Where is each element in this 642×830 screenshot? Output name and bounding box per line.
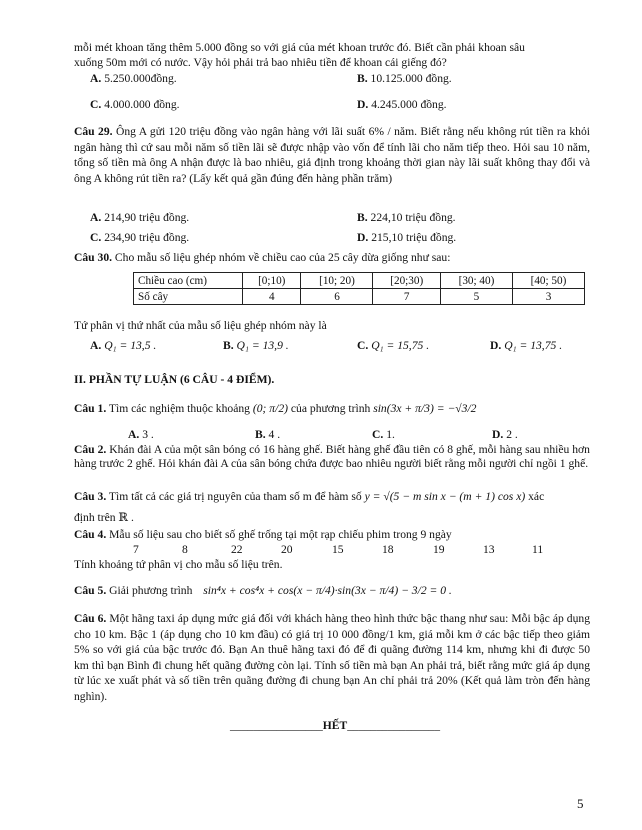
data-value: 11 — [532, 543, 544, 556]
table-cell: 6 — [301, 289, 373, 305]
question-30: Câu 30. Cho mẫu số liệu ghép nhóm về chiều cao của 25 cây dừa giống như sau: — [74, 251, 451, 264]
data-value: 20 — [281, 543, 293, 556]
c1-option-b: B. 4 . — [255, 428, 281, 441]
data-value: 18 — [382, 543, 394, 556]
table-cell: [0;10) — [243, 273, 301, 289]
table-cell: 4 — [243, 289, 301, 305]
essay-question-3-line-2: định trên ℝ . — [74, 511, 134, 524]
c1-option-c: C. 1. — [372, 428, 395, 441]
intro-line-1: mỗi mét khoan tăng thêm 5.000 đồng so với giá của mét khoan trước đó. Biết cần phải khoan sâu — [74, 41, 525, 54]
essay-question-4: Câu 4. Mẫu số liệu sau cho biết số ghế trống tại một rạp chiếu phim trong 9 ngày — [74, 528, 452, 541]
q29-option-a: A. 214,90 triệu đồng. — [90, 211, 190, 224]
q30-data-table — [133, 272, 585, 305]
intro-option-d: D. 4.245.000 đồng. — [357, 98, 447, 111]
part-2-title: II. PHẦN TỰ LUẬN (6 CÂU - 4 ĐIỂM). — [74, 373, 275, 386]
c4-question: Tính khoảng tứ phân vị cho mẫu số liệu trên. — [74, 558, 283, 571]
end-marker: ________________HẾT________________ — [230, 719, 440, 732]
essay-question-3: Câu 3. Tìm tất cả các giá trị nguyên của tham số m để hàm số y = √(5 − m sin x − (m + 1) cos x) xác — [74, 490, 545, 503]
data-value: 15 — [332, 543, 344, 556]
data-value: 13 — [483, 543, 495, 556]
q30-option-d: D. Q₁ = 13,75 . — [490, 339, 563, 352]
function-formula: y = √(5 − m sin x − (m + 1) cos x) — [364, 490, 526, 503]
intro-option-c: C. 4.000.000 đồng. — [90, 98, 180, 111]
table-cell: 3 — [512, 289, 584, 305]
essay-question-6: Câu 6. Một hãng taxi áp dụng mức giá đối với khách hàng theo hình thức bậc thang như sau: Mỗi bậc áp dụng cho 10 km. Bậc 1 (áp dụng cho 10 km đầu) có giá trị 10 000 đồng/1 km, giá mỗi km ở các bậc tiếp theo giảm 5% so với giá của bậc trước đó. Bạn An thuê hãng taxi đó để đi quãng đường 114 km, nhưng khi đi được 50 km thì bạn Bình đi chung hết quãng đường còn lại. Tính số tiền mà bạn An phải trả, biết rằng mức giá áp dụng từ lúc xe xuất phát và số tiền trên quãng đường đi chung bạn An chỉ phải trả 20% (Kết quả làm tròn đến hàng nghìn). — [74, 612, 590, 703]
c1-option-a: A. 3 . — [128, 428, 154, 441]
essay-question-2: Câu 2. Khán đài A của một sân bóng có 16 hàng ghế. Biết hàng ghế đầu tiên có 8 ghế, mỗi hàng sau nhiều hơn hàng trước 2 ghế. Hỏi khán đài A của sân bóng chứa được bao nhiêu người biết rằng mỗi người chỉ ngồi 1 ghế. — [74, 443, 590, 470]
table-cell: 7 — [373, 289, 440, 305]
table-row — [134, 273, 585, 289]
table-cell: Chiều cao (cm) — [134, 273, 243, 289]
equation-formula: sin⁴x + cos⁴x + cos(x − π/4)·sin(3x − π/4) − 3/2 = 0 . — [203, 584, 452, 597]
q29-option-d: D. 215,10 triệu đồng. — [357, 231, 457, 244]
table-cell: Số cây — [134, 289, 243, 305]
data-value: 7 — [133, 543, 139, 556]
intro-option-b: B. 10.125.000 đồng. — [357, 72, 452, 85]
table-cell: [10; 20) — [301, 273, 373, 289]
table-cell: 5 — [440, 289, 512, 305]
question-29: Câu 29. Ông A gửi 120 triệu đồng vào ngân hàng với lãi suất 6% / năm. Biết rằng nếu không rút tiền ra khỏi ngân hàng thì cứ sau mỗi năm số tiền lãi sẽ được nhập vào vốn để tính lãi cho năm tiếp theo. Hỏi sau 10 năm, tổng số tiền mà ông A nhận được là bao nhiêu, giả định trong khoảng thời gian này lãi suất không thay đổi và ông A không rút tiền ra? (Lấy kết quả gần đúng đến hàng phần trăm) — [74, 125, 590, 185]
intro-option-a: A. 5.250.000đồng. — [90, 72, 177, 85]
data-value: 8 — [182, 543, 188, 556]
q30-option-c: C. Q₁ = 15,75 . — [357, 339, 430, 352]
table-row — [134, 289, 585, 305]
interval-formula: (0; π/2) — [252, 402, 288, 415]
c1-option-d: D. 2 . — [492, 428, 518, 441]
equation-formula: sin(3x + π/3) = −√3/2 — [373, 402, 477, 415]
table-cell: [20;30) — [373, 273, 440, 289]
q30-option-a: A. Q₁ = 13,5 . — [90, 339, 157, 352]
table-cell: [40; 50) — [512, 273, 584, 289]
data-value: 19 — [433, 543, 445, 556]
essay-question-5: Câu 5. Giải phương trình sin⁴x + cos⁴x + cos(x − π/4)·sin(3x − π/4) − 3/2 = 0 . — [74, 584, 452, 597]
data-value: 22 — [231, 543, 243, 556]
q30-option-b: B. Q₁ = 13,9 . — [223, 339, 289, 352]
q29-option-b: B. 224,10 triệu đồng. — [357, 211, 456, 224]
q29-option-c: C. 234,90 triệu đồng. — [90, 231, 190, 244]
page-number: 5 — [577, 796, 584, 811]
table-cell: [30; 40) — [440, 273, 512, 289]
essay-question-1: Câu 1. Tìm các nghiệm thuộc khoảng (0; π/2) của phương trình sin(3x + π/3) = −√3/2 — [74, 402, 477, 415]
intro-line-2: xuống 50m mới có nước. Vậy hỏi phải trả bao nhiêu tiền để khoan cái giếng đó? — [74, 56, 447, 69]
q30-question: Tứ phân vị thứ nhất của mẫu số liệu ghép nhóm này là — [74, 319, 327, 332]
